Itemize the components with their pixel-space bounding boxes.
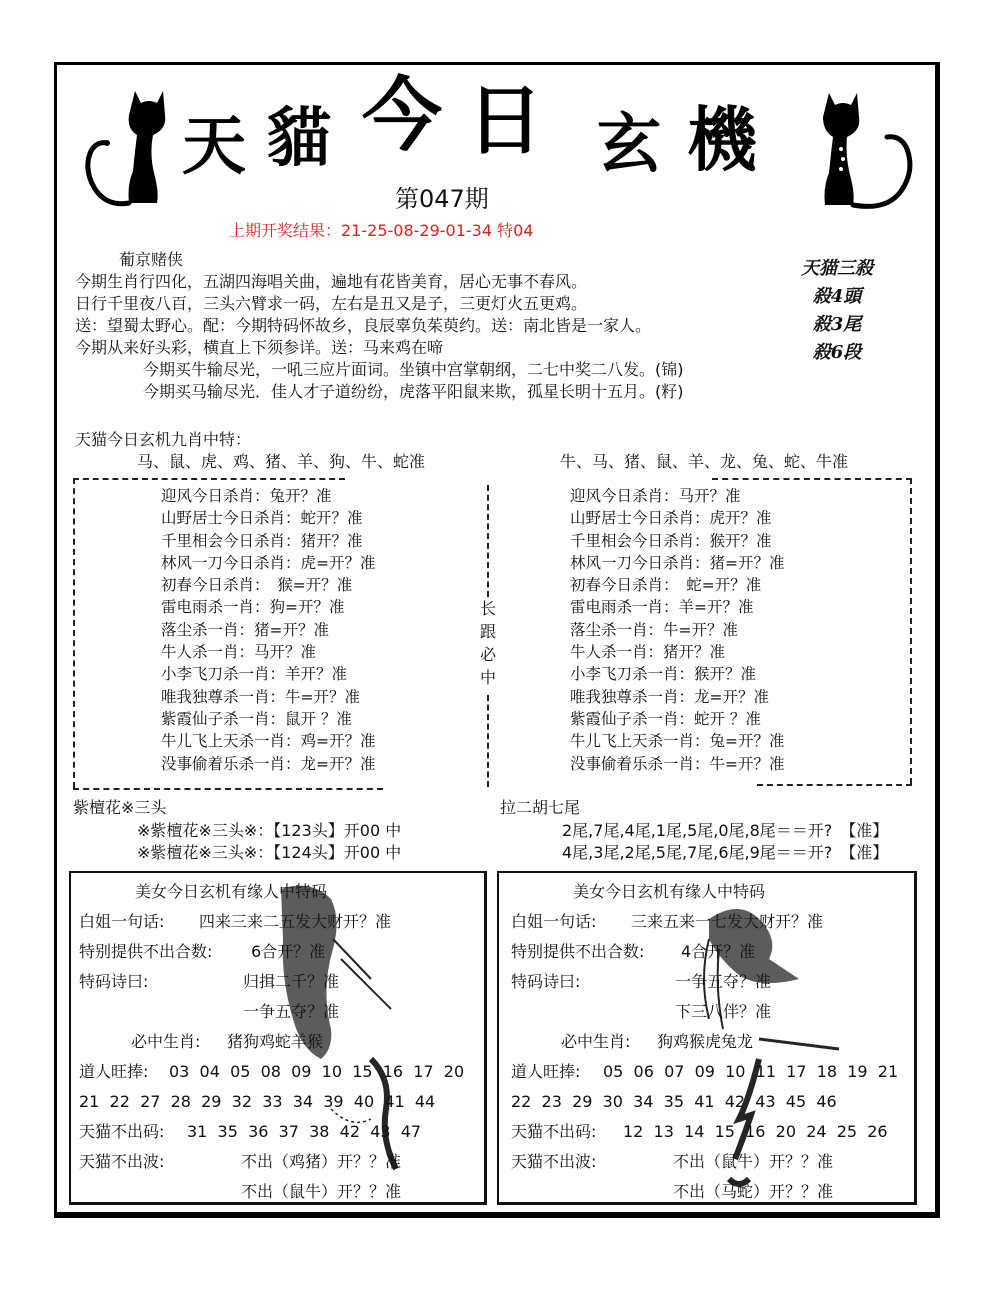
heads-title: 紫檀花※三头 [73,798,167,817]
beauty-left-zodiac: 猪狗鸡蛇羊猴 [227,1032,324,1051]
beauty-left-wave-1: 不出（鸡猪）开？？准 [241,1152,402,1171]
tails-row-2: 4尾,3尾,2尾,5尾,7尾,6尾,9尾＝＝开? 【准】 [562,843,889,862]
beauty-left-exclude-label: 天猫不出码: [79,1122,165,1141]
kill-row: 牛人杀一肖：猪开？准 [570,643,726,662]
kill-row: 雷电雨杀一肖：羊=开？准 [570,598,754,617]
beauty-right-numbers-1: 05 06 07 09 10 11 17 18 19 21 [603,1062,899,1081]
kill-row: 小李飞刀杀一肖：猴开？准 [570,665,757,684]
dashed-border-top-left [73,478,345,480]
beauty-left-sentence-label: 白姐一句话: [79,912,165,931]
kill-row: 落尘杀一肖：牛=开？准 [570,620,738,639]
nine-zodiac-label: 天猫今日玄机九肖中特： [75,430,252,449]
kill-row: 紫霞仙子杀一肖：蛇开 ？准 [570,709,761,728]
beauty-left-poem-label: 特码诗曰: [79,972,149,991]
beauty-left-numbers-label: 道人旺捧: [79,1062,149,1081]
last-draw-result: 上期开奖结果：21-25-08-29-01-34 特04 [229,221,534,240]
three-kills-title: 天猫三殺 [801,258,873,279]
kill-row: 唯我独尊杀一肖：龙=开？准 [570,687,769,706]
beauty-right-poem-label: 特码诗曰: [511,972,581,991]
title-char-4: 日 [467,76,543,165]
poem-line-3: 送：望蜀太野心。配：今期特码怀故乡，良辰辜负茱萸约。送：南北皆是一家人。 [75,316,652,335]
kill-row: 迎风今日杀肖：兔开？准 [161,487,332,505]
issue-number: 第047期 [395,185,489,213]
tails-title: 拉二胡七尾 [500,798,581,817]
beauty-right-sentence-label: 白姐一句话: [511,912,597,931]
beauty-left-exclude: 31 35 36 37 38 42 43 47 [187,1122,422,1141]
beauty-right-poem-2: 下三八伴？准 [675,1002,772,1021]
beauty-right-wave-2: 不出（马蛇）开？？准 [673,1182,834,1201]
cat-silhouette-right-icon [807,87,927,217]
beauty-right-exclude: 12 13 14 15 16 20 24 25 26 [623,1122,888,1141]
kill-tails: 殺3尾 [812,314,862,335]
kill-row: 小李飞刀杀一肖：羊开？准 [161,665,348,684]
beauty-right-numbers-label: 道人旺捧: [511,1062,581,1081]
poem-author: 葡京赌侠 [119,250,184,269]
dashed-divider-upper [487,485,489,597]
kill-row: 唯我独尊杀一肖：牛=开？准 [161,687,360,706]
dashed-border-left [73,478,75,788]
tails-row-1: 2尾,7尾,4尾,1尾,5尾,0尾,8尾＝＝开? 【准】 [562,821,889,840]
dashed-border-top-right [712,478,912,480]
kill-list-left [161,485,376,775]
beauty-right-combo-label: 特别提供不出合数: [511,942,645,961]
beauty-left-wave-2: 不出（鼠牛）开？？准 [241,1182,402,1201]
beauty-left-title: 美女今日玄机有缘人中特码 [135,882,328,901]
dashed-divider-lower [487,695,489,787]
beauty-box-left [69,871,487,1205]
kill-row: 雷电雨杀一肖：狗=开？准 [161,598,345,617]
kill-row: 牛儿飞上天杀一肖：兔=开？准 [570,732,785,751]
beauty-right-wave-label: 天猫不出波: [511,1152,597,1171]
title-char-1: 天 [182,109,246,184]
kill-row: 千里相会今日杀肖：猴开？准 [570,531,772,550]
beauty-right-wave-1: 不出（鼠牛）开？？准 [673,1152,834,1171]
beauty-right-title: 美女今日玄机有缘人中特码 [573,882,766,901]
nine-zodiac-left: 马、鼠、虎、鸡、猪、羊、狗、牛、蛇准 [137,452,426,471]
beauty-right-exclude-label: 天猫不出码: [511,1122,597,1141]
beauty-right-numbers-2: 22 23 29 30 34 35 41 42 43 45 46 [511,1092,837,1111]
title-char-2: 貓 [267,101,331,176]
poem-indented-line-1: 今期买牛输尽光，一吼三应片面词。坐镇中宫掌朝纲，二七中奖二八发。(锦) [143,360,684,379]
poem-line-2: 日行千里夜八百，三头六臂求一码，左右是丑又是子，三更灯火五更鸡。 [75,294,588,313]
heads-row-1: ※紫檀花※三头※：【123头】开00 中 [137,821,402,840]
heads-row-2: ※紫檀花※三头※：【124头】开00 中 [137,843,402,862]
beauty-left-numbers-1: 03 04 05 08 09 10 15 16 17 20 [169,1062,465,1081]
beauty-left-zodiac-label: 必中生肖: [131,1032,201,1051]
title-char-6: 機 [687,98,757,181]
beauty-left-sentence: 四来三来二五发大财开？准 [199,912,392,931]
poem-indented-line-2: 今期买马输尽光．佳人才子道纷纷，虎落平阳鼠来欺，孤星长明十五月。(籽) [143,382,684,401]
dashed-border-bottom-right [757,784,912,786]
poem-line-1: 今期生肖行四化，五湖四海唱关曲，遍地有花皆美育，居心无事不春风。 [75,272,588,291]
beauty-right-zodiac-label: 必中生肖: [561,1032,631,1051]
newspaper-page [54,62,940,1218]
dashed-border-bottom-left [73,788,383,790]
three-kills-box [777,255,897,367]
kill-row: 山野居士今日杀肖：蛇开？准 [161,509,363,528]
title-char-3: 今 [362,68,442,162]
kill-row: 初春今日杀肖： 蛇=开？准 [570,576,762,595]
beauty-right-sentence: 三来五来一七发大财开？准 [631,912,824,931]
title-char-5: 玄 [597,107,661,182]
nine-zodiac-right: 牛、马、猪、鼠、羊、龙、兔、蛇、牛准 [560,452,849,471]
cat-silhouette-left-icon [77,85,187,215]
kill-row: 初春今日杀肖： 猴=开？准 [161,576,353,595]
kill-list-right [570,485,785,775]
beauty-left-poem-1: 归揖二千？准 [243,972,340,991]
kill-row: 牛人杀一肖：马开？准 [161,643,317,662]
kill-row: 林风一刀今日杀肖：猪=开？准 [570,553,785,572]
kill-row: 牛儿飞上天杀一肖：鸡=开？准 [161,732,376,751]
kill-row: 紫霞仙子杀一肖：鼠开 ？准 [161,709,352,728]
beauty-right-zodiac: 狗鸡猴虎兔龙 [657,1032,754,1051]
kill-segments: 殺6段 [812,342,862,363]
beauty-left-numbers-2: 21 22 27 28 29 32 33 34 39 40 41 44 [79,1092,436,1111]
kill-row: 山野居士今日杀肖：虎开？准 [570,509,772,528]
kill-heads: 殺4頭 [812,286,862,307]
kill-row: 林风一刀今日杀肖：虎=开？准 [161,553,376,572]
beauty-right-poem-1: 一争五夺？准 [675,972,772,991]
kill-row: 没事偷着乐杀一肖：龙=开？准 [161,754,376,773]
kill-row: 没事偷着乐杀一肖：牛=开？准 [570,754,785,773]
beauty-left-wave-label: 天猫不出波: [79,1152,165,1171]
kill-row: 迎风今日杀肖：马开？准 [570,487,741,505]
beauty-left-combo: 6合开？准 [251,942,326,961]
dashed-border-right [910,478,912,784]
kill-row: 千里相会今日杀肖：猪开？准 [161,531,363,550]
poem-line-4: 今期从来好头彩，横直上下须参详。送：马来鸡在啼 [75,338,444,357]
beauty-left-combo-label: 特别提供不出合数: [79,942,213,961]
kill-row: 落尘杀一肖：猪=开？准 [161,620,329,639]
beauty-left-poem-2: 一争五夺？准 [243,1002,340,1021]
beauty-right-combo: 4合开？准 [681,942,756,961]
long-follow-label: 长 跟 必 中 [479,599,496,687]
beauty-box-right [497,871,917,1205]
